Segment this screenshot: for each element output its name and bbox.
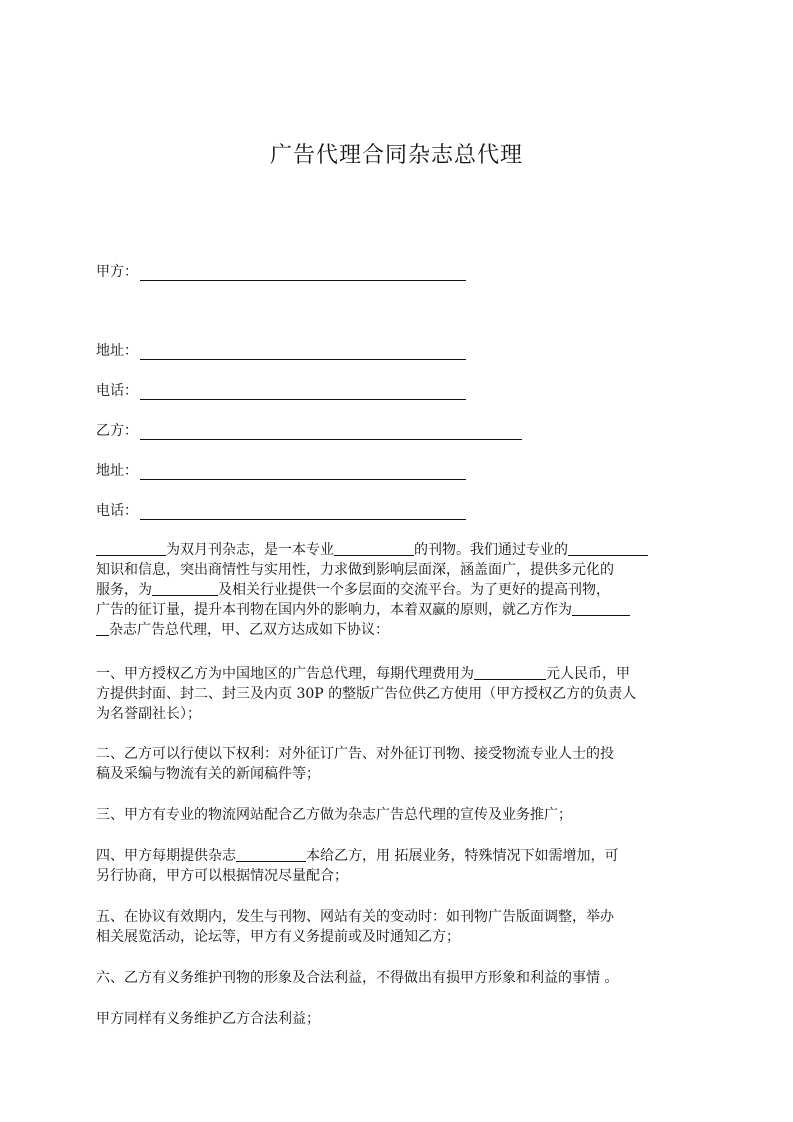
intro-paragraph <box>96 540 700 640</box>
field-blank <box>152 581 218 596</box>
party-b-blank <box>140 425 522 440</box>
clause-line <box>96 664 700 684</box>
clause-line: 方提供封面、封二、封三及内页 30P 的整版广告位供乙方使用（甲方授权乙方的负责人 <box>96 686 637 702</box>
party-b-address-blank <box>140 465 466 480</box>
party-a-phone-blank <box>140 385 466 400</box>
party-b-address-field <box>96 460 466 480</box>
clause-line: 相关展览活动，论坛等，甲方有义务提前或及时通知乙方； <box>96 929 460 945</box>
party-b-phone-field <box>96 500 466 520</box>
party-a-label: 甲方： <box>96 264 138 280</box>
party-a-blank <box>140 266 466 281</box>
clause-text: 四、甲方每期提供杂志 <box>96 848 236 864</box>
clause-line: 五、在协议有效期内，发生与刊物、网站有关的变动时：如刊物广告版面调整，举办 <box>96 909 614 925</box>
party-a-address-field <box>96 340 466 360</box>
party-b-field <box>96 420 522 440</box>
party-b-phone-label: 电话： <box>96 503 138 519</box>
fee-blank <box>474 665 546 680</box>
clause-text: 一、甲方授权乙方为中国地区的广告总代理，每期代理费用为 <box>96 666 474 682</box>
field-blank <box>568 541 648 556</box>
party-b-label: 乙方： <box>96 423 138 439</box>
clause-2 <box>96 744 700 784</box>
clause-line: 为名誉副社长）； <box>96 706 201 722</box>
clause-6 <box>96 968 700 988</box>
field-blank <box>96 621 109 636</box>
intro-text: 广告的征订量，提升本刊物在国内外的影响力，本着双赢的原则，就乙方作为 <box>96 602 572 618</box>
party-a-address-label: 地址： <box>96 343 138 359</box>
intro-line <box>96 620 700 640</box>
clause-1 <box>96 664 700 724</box>
party-a-phone-label: 电话： <box>96 383 138 399</box>
intro-line <box>96 580 700 600</box>
party-b-address-label: 地址： <box>96 463 138 479</box>
clause-7 <box>96 1009 700 1029</box>
clause-line: 甲方同样有义务维护乙方合法利益； <box>96 1011 320 1027</box>
intro-line <box>96 540 700 560</box>
field-blank <box>334 541 414 556</box>
clause-text: 本给乙方，用 拓展业务，特殊情况下如需增加，可 <box>306 848 619 864</box>
party-a-address-blank <box>140 345 466 360</box>
clause-4 <box>96 846 700 886</box>
intro-line <box>96 600 700 620</box>
clause-text: 元人民币，甲 <box>546 666 630 682</box>
field-blank <box>572 601 630 616</box>
clause-line: 六、乙方有义务维护刊物的形象及合法利益，不得做出有损甲方形象和利益的事情 。 <box>96 970 619 986</box>
copies-blank <box>236 847 306 862</box>
intro-text: 的刊物。我们通过专业的 <box>414 542 568 558</box>
intro-text: 服务，为 <box>96 582 152 598</box>
intro-line: 知识和信息，突出商情性与实用性，力求做到影响层面深，涵盖面广，提供多元化的 <box>96 562 614 578</box>
clause-line: 二、乙方可以行使以下权利：对外征订广告、对外征订刊物、接受物流专业人士的投 <box>96 746 614 762</box>
clause-line <box>96 846 700 866</box>
clause-line: 稿及采编与物流有关的新闻稿件等； <box>96 766 320 782</box>
clause-3 <box>96 805 700 825</box>
party-b-phone-blank <box>140 505 466 520</box>
intro-text: 杂志广告总代理，甲、乙双方达成如下协议： <box>109 622 389 638</box>
party-a-phone-field <box>96 380 466 400</box>
party-a-field <box>96 261 466 281</box>
clause-line: 另行协商，甲方可以根据情况尽量配合； <box>96 868 348 884</box>
magazine-name-blank <box>96 541 166 556</box>
intro-text: 为双月刊杂志，是一本专业 <box>166 542 334 558</box>
clause-5 <box>96 907 700 947</box>
intro-text: 及相关行业提供一个多层面的交流平台。为了更好的提高刊物， <box>218 582 610 598</box>
page-title: 广告代理合同杂志总代理 <box>269 143 523 168</box>
clause-line: 三、甲方有专业的物流网站配合乙方做为杂志广告总代理的宣传及业务推广； <box>96 807 572 823</box>
